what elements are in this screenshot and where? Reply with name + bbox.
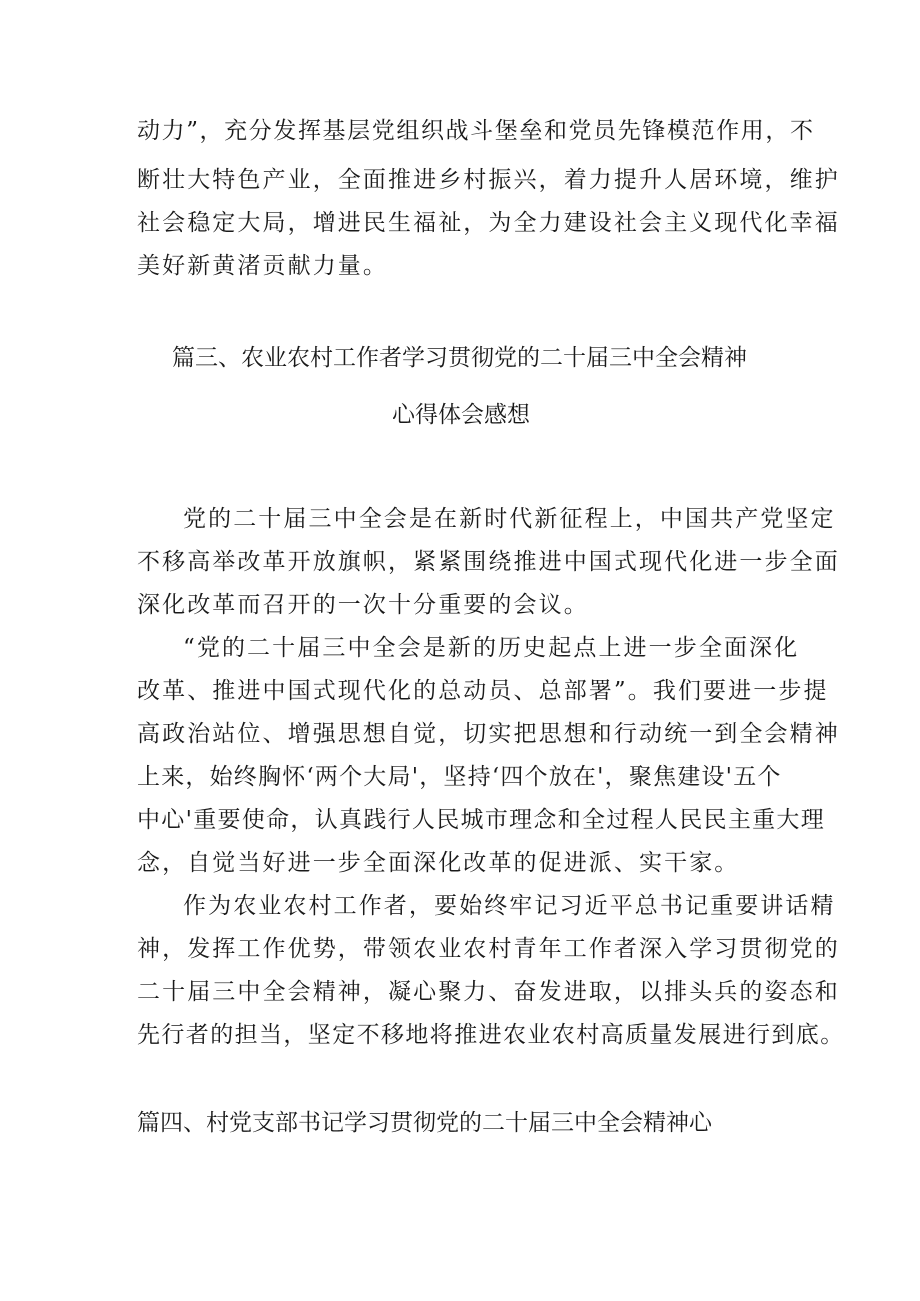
carryover-line-4: 美好新黄渚贡献力量。 — [137, 253, 388, 279]
carryover-line-3: 社会稳定大局，增进民生福祉，为全力建设社会主义现代化幸福 — [137, 210, 840, 236]
s3-para3-line-4: 先行者的担当，坚定不移地将推进农业农村高质量发展进行到底。 — [137, 1022, 845, 1048]
s3-para1-line-3: 深化改革而召开的一次十分重要的会议。 — [137, 592, 589, 618]
s3-para2-line-4: 上来，始终胸怀‘两个大局'，坚持‘四个放在'，聚焦建设'五个 — [137, 764, 782, 790]
s3-para2-line-6: 念，自觉当好进一步全面深化改革的促进派、实干家。 — [137, 850, 740, 876]
section3-title-line-2: 心得体会感想 — [392, 402, 530, 428]
s3-para1-line-2: 不移高举改革开放旗帜，紧紧围绕推进中国式现代化进一步全面 — [137, 549, 840, 575]
section3-title-line-1: 篇三、农业农村工作者学习贯彻党的二十届三中全会精神 — [172, 345, 747, 371]
s3-para2-line-5: 中心'重要使命，认真践行人民城市理念和全过程人民民主重大理 — [137, 807, 826, 833]
s3-para3-line-1: 作为农业农村工作者，要始终牢记习近平总书记重要讲话精 — [183, 893, 836, 919]
s3-para2-line-1: “党的二十届三中全会是新的历史起点上进一步全面深化 — [183, 635, 800, 661]
s3-para3-line-2: 神，发挥工作优势，带领农业农村青年工作者深入学习贯彻党的 — [137, 936, 840, 962]
s3-para2-line-2: 改革、推进中国式现代化的总动员、总部署”。我们要进一步提 — [137, 678, 829, 704]
carryover-line-2: 断壮大特色产业，全面推进乡村振兴，着力提升人居环境，维护 — [137, 167, 840, 193]
s3-para1-line-1: 党的二十届三中全会是在新时代新征程上，中国共产党坚定 — [183, 506, 836, 532]
s3-para3-line-3: 二十届三中全会精神，凝心聚力、奋发进取，以排头兵的姿态和 — [137, 979, 840, 1005]
s3-para2-line-3: 高政治站位、增强思想自觉，切实把思想和行动统一到全会精神 — [137, 721, 840, 747]
section4-title-line-1: 篇四、村党支部书记学习贯彻党的二十届三中全会精神心 — [137, 1110, 712, 1136]
carryover-line-1: 动力”，充分发挥基层党组织战斗堡垒和党员先锋模范作用，不 — [137, 118, 815, 144]
